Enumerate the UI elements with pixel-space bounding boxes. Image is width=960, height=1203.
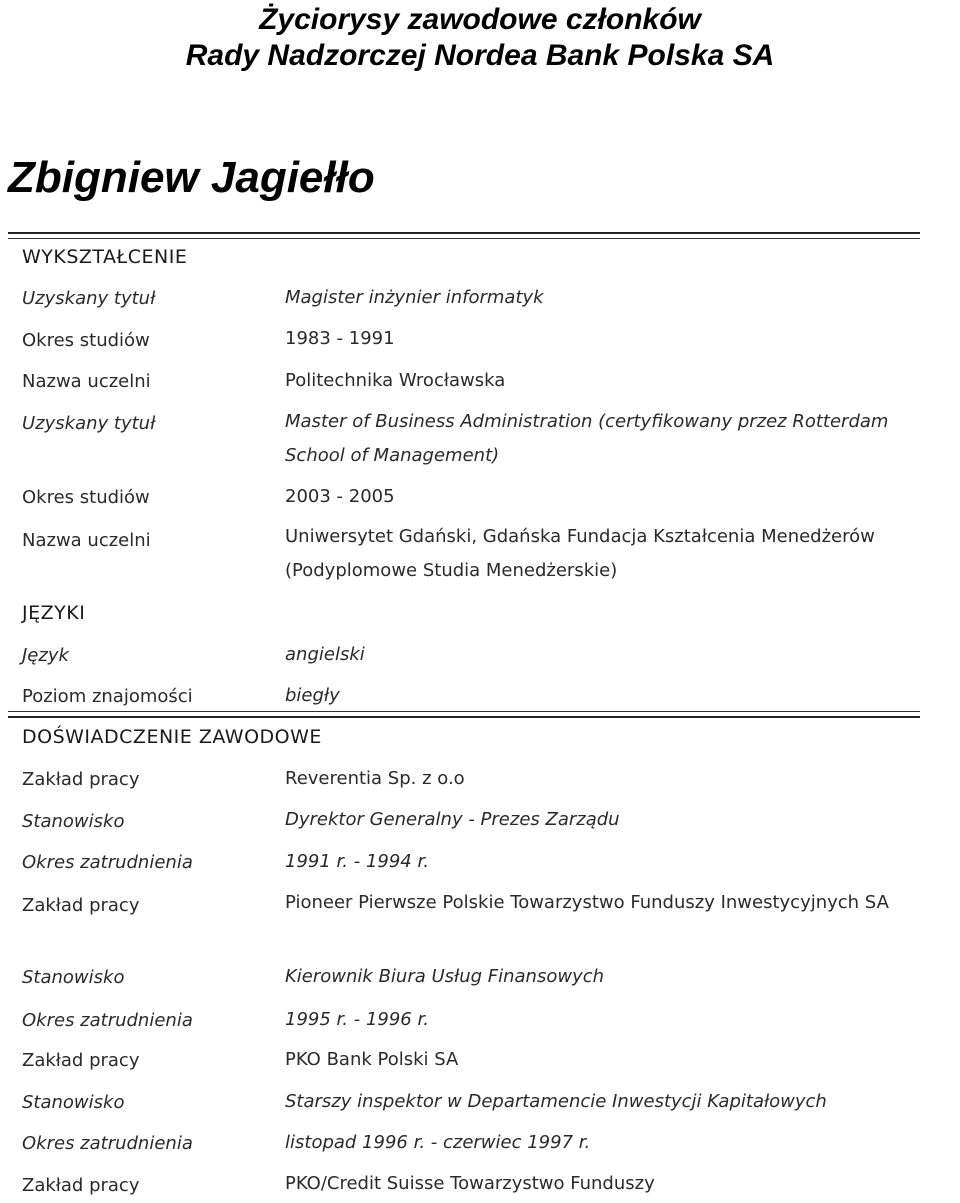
experience-2-position: Kierownik Biura Usług Finansowych (285, 966, 605, 987)
education-1-period-label: Okres studiów (22, 330, 150, 351)
education-1-degree: Magister inżynier informatyk (285, 287, 544, 308)
experience-3-position-label: Stanowisko (22, 1092, 125, 1113)
experience-heading: DOŚWIADCZENIE ZAWODOWE (22, 726, 322, 748)
experience-1-position: Dyrektor Generalny - Prezes Zarządu (285, 809, 620, 830)
education-2-period-label: Okres studiów (22, 487, 150, 508)
experience-1-position-label: Stanowisko (22, 811, 125, 832)
divider-middle-thin (8, 711, 920, 712)
experience-4-employer-label: Zakład pracy (22, 1175, 140, 1196)
languages-heading: JĘZYKI (22, 602, 86, 624)
experience-1-period: 1991 r. - 1994 r. (285, 851, 429, 872)
divider-top-thin (8, 238, 920, 239)
experience-2-employer: Pioneer Pierwsze Polskie Towarzystwo Funduszy Inwestycyjnych SA (285, 892, 889, 913)
document-title-line-1: Życiorysy zawodowe członków (259, 3, 701, 36)
education-2-degree-label: Uzyskany tytuł (22, 413, 156, 434)
experience-3-employer-label: Zakład pracy (22, 1050, 140, 1071)
experience-1-employer: Reverentia Sp. z o.o (285, 768, 465, 789)
experience-1-period-label: Okres zatrudnienia (22, 852, 193, 873)
document-title-line-2: Rady Nadzorczej Nordea Bank Polska SA (185, 39, 775, 72)
experience-2-period: 1995 r. - 1996 r. (285, 1009, 429, 1030)
language-value: angielski (285, 644, 365, 665)
education-1-period: 1983 - 1991 (285, 328, 395, 349)
education-1-school: Politechnika Wrocławska (285, 370, 506, 391)
education-2-period: 2003 - 2005 (285, 486, 395, 507)
experience-3-period: listopad 1996 r. - czerwiec 1997 r. (285, 1132, 591, 1153)
education-heading: WYKSZTAŁCENIE (22, 246, 188, 268)
education-1-degree-label: Uzyskany tytuł (22, 288, 156, 309)
language-label: Język (22, 645, 69, 666)
experience-2-employer-label: Zakład pracy (22, 895, 140, 916)
education-2-school-label: Nazwa uczelni (22, 530, 151, 551)
education-1-school-label: Nazwa uczelni (22, 371, 151, 392)
experience-2-period-label: Okres zatrudnienia (22, 1010, 193, 1031)
divider-top (8, 232, 920, 234)
person-name: Zbigniew Jagiełło (8, 153, 375, 202)
language-level-label: Poziom znajomości (22, 686, 193, 707)
divider-middle (8, 716, 920, 718)
experience-3-position: Starszy inspektor w Departamencie Inwestycji Kapitałowych (285, 1091, 827, 1112)
language-level: biegły (285, 685, 340, 706)
experience-3-employer: PKO Bank Polski SA (285, 1049, 459, 1070)
experience-3-period-label: Okres zatrudnienia (22, 1133, 193, 1154)
experience-1-employer-label: Zakład pracy (22, 769, 140, 790)
experience-4-employer: PKO/Credit Suisse Towarzystwo Funduszy (285, 1173, 655, 1194)
experience-2-position-label: Stanowisko (22, 967, 125, 988)
education-2-school: Uniwersytet Gdański, Gdańska Fundacja Kształcenia Menedżerów (Podyplomowe Studia Menedżerskie) (285, 526, 875, 581)
education-2-degree: Master of Business Administration (certyfikowany przez Rotterdam School of Management) (285, 411, 889, 466)
